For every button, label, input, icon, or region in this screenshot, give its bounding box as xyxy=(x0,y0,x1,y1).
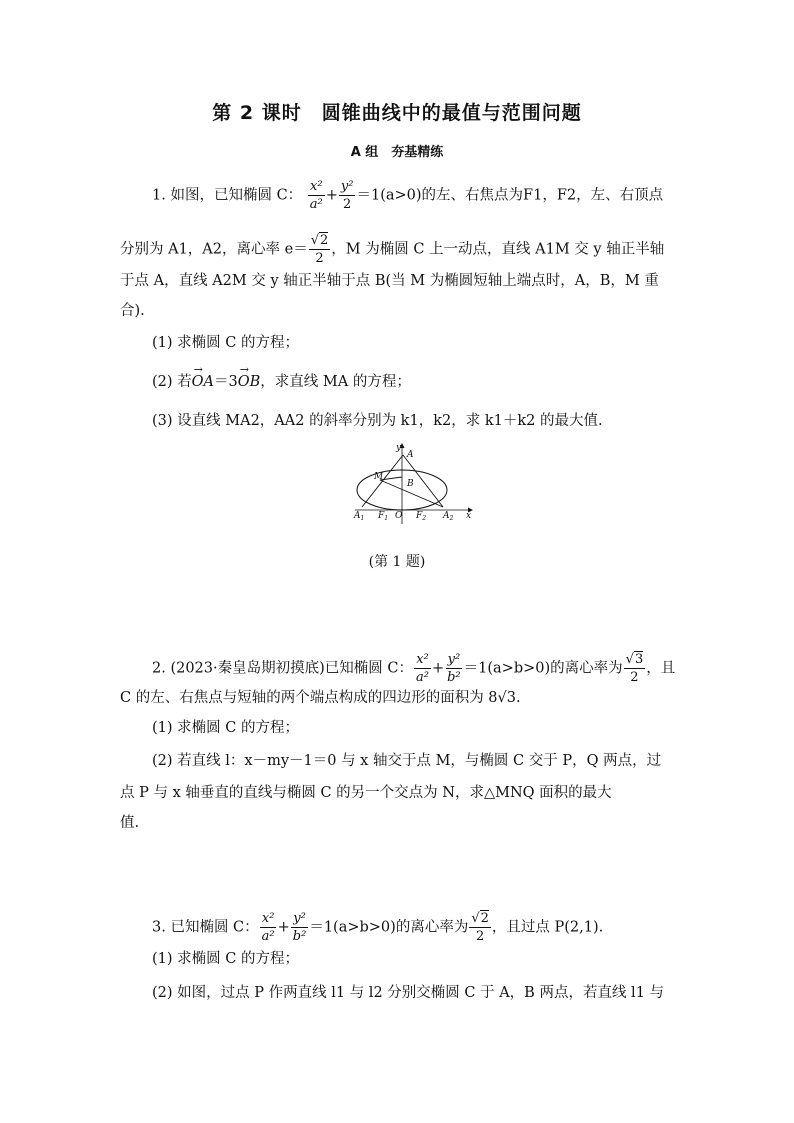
page-title: 第 2 课时 圆锥曲线中的最值与范围问题 xyxy=(212,102,582,124)
q1-ellipse-var: C： xyxy=(276,187,303,204)
frac-x2-a2: $\frac{\text{x²}}{\text{a²}}$ xyxy=(309,179,323,212)
line-m-b xyxy=(380,477,402,480)
q2-part2-line2: 点 P 与 x 轴垂直的直线与椭圆 C 的另一个交点为 N，求△MNQ 面积的最大 xyxy=(120,785,612,801)
q1-line2: 分别为 A1，A2，离心率 e＝ $\frac{√2}{2}$ ，M 为椭圆 C 上一动点，直线 A1M 交 y 轴正半轴 xyxy=(120,233,665,266)
q2-part2-line1: (2) 若直线 l：x－my－1＝0 与 x 轴交于点 M，与椭圆 C 交于 P，Q 两点，过 xyxy=(152,753,662,769)
q2-line2: C 的左、右焦点与短轴的两个端点构成的四边形的面积为 8√3. xyxy=(120,690,521,706)
label-b: B xyxy=(407,479,414,489)
q1-line4: 合). xyxy=(120,303,145,319)
frac-sqrt3-2: $\frac{√3}{2}$ xyxy=(625,652,644,685)
q2-part2-line3: 值. xyxy=(120,815,140,831)
q3-line1: 3. 已知椭圆 C： $\frac{\text{x²}}{\text{a²}}$ + $\frac{\text{y²}}{\text{b²}}$ ＝1(a>b>0)的离心率为 $\frac{√2}{2}$ ，且过点 P(2,1). xyxy=(152,911,604,944)
frac-y2-2: $\frac{\text{y²}}{2}$ xyxy=(340,179,354,212)
q3-part2: (2) 如图，过点 P 作两直线 l1 与 l2 分别交椭圆 C 于 A，B 两点，若直线 l1 与 xyxy=(152,985,665,1001)
q1-cond: ＝1(a>0)的左、右焦点为 xyxy=(356,187,524,204)
frac-sqrt2-2: $\frac{√2}{2}$ xyxy=(310,233,329,266)
q1-part3: (3) 设直线 MA2，AA2 的斜率分别为 k1，k2，求 k1＋k2 的最大值. xyxy=(152,413,603,429)
label-a2: $A_2$ xyxy=(443,511,454,522)
q1-part1: (1) 求椭圆 C 的方程； xyxy=(152,335,299,351)
label-a: A xyxy=(407,450,414,460)
q2-part1: (1) 求椭圆 C 的方程； xyxy=(152,720,299,736)
label-m: M xyxy=(374,472,384,482)
section-subtitle: A 组 夯基精练 xyxy=(350,145,444,160)
q1-part2: (2) 若→ OA＝3→ OB，求直线 MA 的方程； xyxy=(152,372,712,392)
q1-foci: F1，F2，左、右顶点 xyxy=(523,187,664,204)
q1-lead: 1. 如图，已知椭圆 xyxy=(152,187,272,204)
q3-part1: (1) 求椭圆 C 的方程； xyxy=(152,951,299,967)
q1-line1: 1. 如图，已知椭圆 C： $\frac{\text{x²}}{\text{a²}}$ + $\frac{\text{y²}}{2}$ ＝1(a>0)的左、右焦点为F1，F2，左、右顶点 xyxy=(152,179,664,212)
vector-oa: → OA xyxy=(192,372,214,392)
vector-ob: → OB xyxy=(238,372,261,392)
q2-line1: 2. (2023·秦皇岛期初摸底)已知椭圆 C： $\frac{\text{x²}}{\text{a²}}$ + $\frac{\text{y²}}{\text{b²}}$ ＝1(a>b>0)的离心率为 $\frac{√3}{2}$ ，且 xyxy=(152,652,676,685)
q1-line3: 于点 A，直线 A2M 交 y 轴正半轴于点 B(当 M 为椭圆短轴上端点时，A，B，M 重 xyxy=(120,273,659,289)
label-x: x xyxy=(466,511,472,521)
ellipse-figure xyxy=(350,440,480,525)
label-f1: $F_1$ xyxy=(378,511,389,522)
label-a1: $A_1$ xyxy=(354,511,365,522)
label-o: O xyxy=(395,511,403,521)
figure-caption: (第 1 题) xyxy=(368,554,426,570)
label-f2: $F_2$ xyxy=(416,511,427,522)
label-y: y xyxy=(396,443,402,453)
